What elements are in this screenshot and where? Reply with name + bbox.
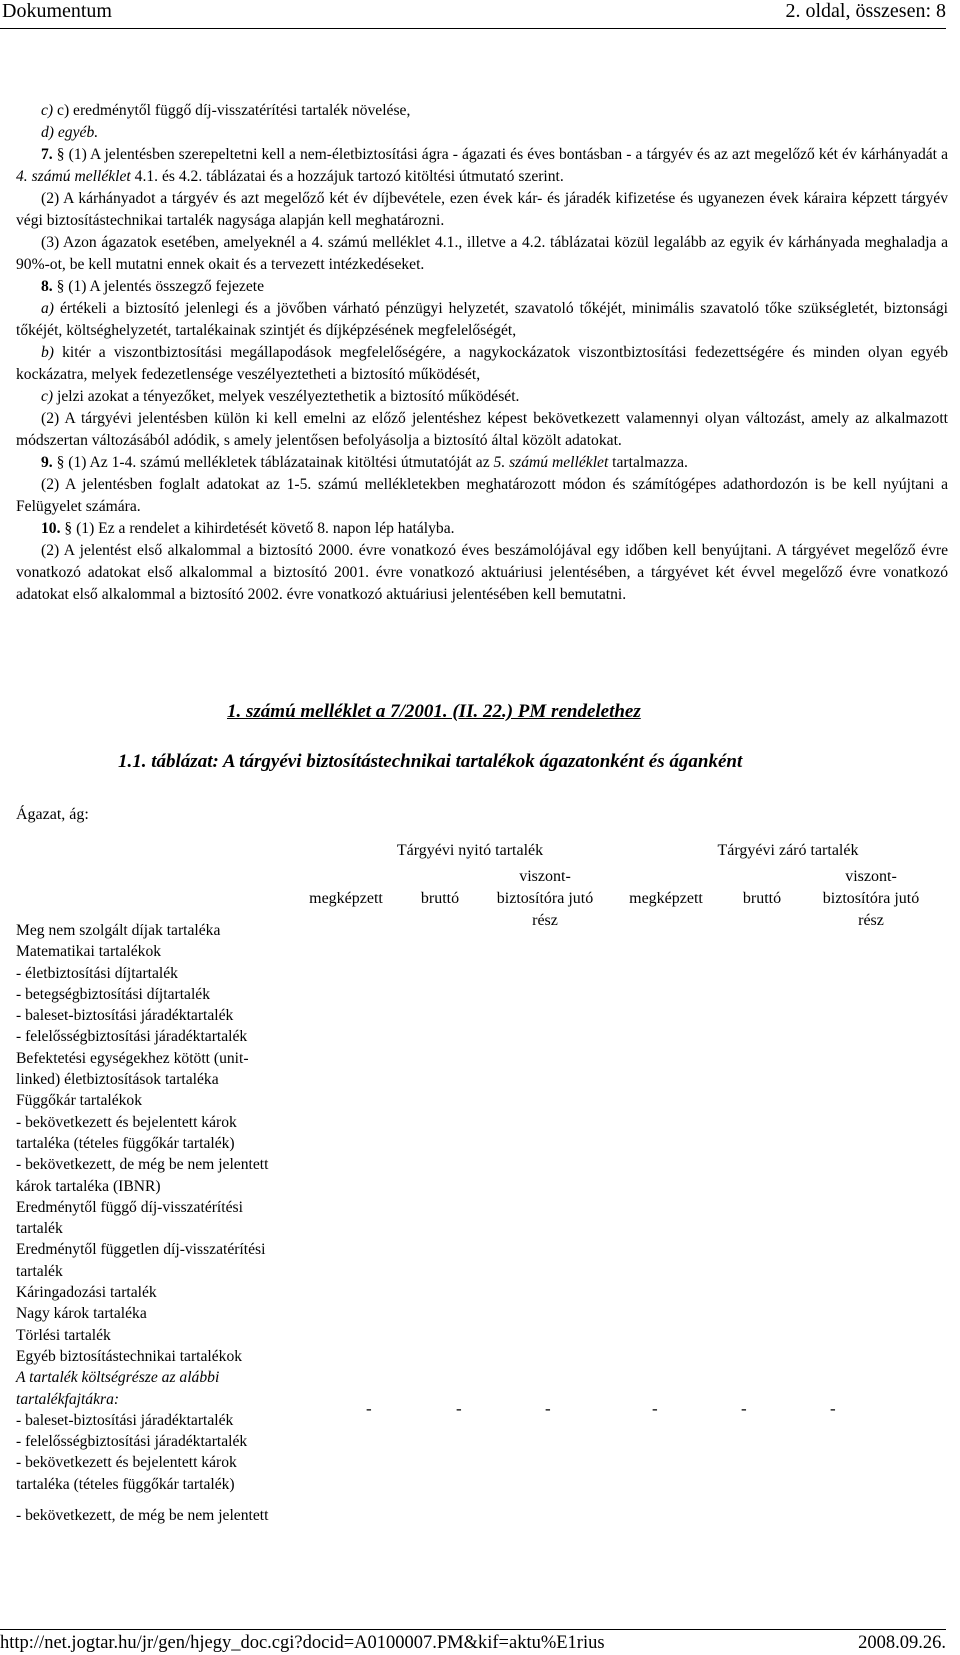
column-text: biztosítóra jutó (496, 890, 594, 907)
table-row: Eredménytől független díj-visszatérítési (16, 1241, 266, 1259)
table-row: - felelősségbiztosítási járadéktartalék (16, 1028, 248, 1046)
paragraph: c) c) eredménytől függő díj-visszatérítési tartalék növelése, (41, 102, 411, 119)
paragraph: (2) A jelentést első alkalommal a biztosító 2000. évre vonatkozó éves beszámolójával egy időben kell benyújtani. A tárgyévet megelőző évre vonatkozó adatokat első alkalommal a biztosító 2001. évre vonatkozó aktuáriusi jelentésében, a tárgyévet két évvel megelőző évre vonatkozó adatokat első alkalommal a biztosító 2002. évre vonatkozó aktuáriusi jelentésében kell bemutatni. (16, 542, 948, 603)
column-text: rész (532, 912, 558, 929)
column-group-opening: Tárgyévi nyitó tartalék (396, 842, 544, 859)
column-formed-opening: megképzett (309, 890, 383, 907)
paragraph (16, 342, 948, 386)
paragraph-text: § (1) A jelentés összegző fejezete (52, 278, 264, 295)
empty-cell-dash: - (456, 1399, 462, 1418)
table-row: tartalék (16, 1220, 63, 1238)
paragraph: (3) Azon ágazatok esetében, amelyeknél a 4. számú melléklet 4.1., illetve a 4.2. táblázatai közül legalább az egyik év kárhányada meghaladja a 90%-ot, be kell mutatni ennek okait és a tervezett intézkedéseket. (16, 234, 948, 273)
item-label: c) (41, 388, 54, 405)
table-row: - baleset-biztosítási járadéktartalék (16, 1007, 234, 1025)
section-number: 7. (41, 146, 53, 163)
paragraph-text: d) egyéb. (41, 124, 99, 141)
paragraph-text: kitér a viszontbiztosítási megállapodások megfelelőségére, a nagykockázatok viszontbiztosítási fedezettségére és minden olyan egyéb kockázatra, melyek fedezetlensége veszélyeztetheti a biztosító működését, (16, 344, 948, 383)
header-divider (0, 28, 946, 29)
section-9 (16, 452, 948, 474)
column-formed-closing: megképzett (629, 890, 703, 907)
column-group-closing: Tárgyévi záró tartalék (717, 842, 859, 859)
print-date: 2008.09.26. (858, 1633, 946, 1653)
table-row: - bekövetkezett, de még be nem jelentett (16, 1156, 269, 1174)
page-header (0, 0, 946, 26)
empty-cell-dash: - (741, 1399, 747, 1418)
footer-divider (0, 1629, 946, 1630)
item-label: a) (41, 300, 54, 317)
table-row: tartalékfajtákra: (16, 1390, 120, 1408)
paragraph-text: § (1) Az 1-4. számú mellékletek táblázatainak kitöltési útmutatóját az (52, 454, 494, 471)
page-counter: 2. oldal, összesen: 8 (785, 0, 946, 22)
paragraph (16, 386, 948, 408)
column-text: rész (858, 912, 884, 929)
table-row: tartaléka (tételes függőkár tartalék) (16, 1475, 235, 1493)
column-text: viszont- (845, 868, 897, 885)
table-row: - bekövetkezett és bejelentett károk (16, 1454, 237, 1472)
empty-cell-dash: - (545, 1399, 551, 1418)
table-row: - életbiztosítási díjtartalék (16, 964, 178, 982)
empty-cell-dash: - (830, 1399, 836, 1418)
table-row: tartalék (16, 1262, 63, 1280)
paragraph-text: c) eredménytől függő díj-visszatérítési tartalék növelése, (57, 102, 411, 119)
table-row-labels (16, 920, 346, 1526)
annex-reference: 4. számú melléklet (16, 168, 131, 185)
table-row: - felelősségbiztosítási járadéktartalék (16, 1433, 248, 1451)
column-text: biztosítóra jutó (822, 890, 920, 907)
table-title: 1.1. táblázat: A tárgyévi biztosítástechnikai tartalékok ágazatonként és áganként (118, 751, 743, 772)
column-text: viszont- (519, 868, 571, 885)
section-number: 8. (41, 278, 53, 295)
column-gross-opening: bruttó (420, 890, 460, 907)
paragraph-text: tartalmazza. (608, 454, 688, 471)
item-label: b) (41, 344, 54, 361)
table-row-spacer (16, 1495, 346, 1505)
paragraph-text: 4.1. és 4.2. táblázatai és a hozzájuk tartozó kitöltési útmutató szerint. (130, 168, 564, 185)
table-row: Matematikai tartalékok (16, 943, 162, 961)
empty-cell-dash: - (652, 1399, 658, 1418)
source-url: http://net.jogtar.hu/jr/gen/hjegy_doc.cgi?docid=A0100007.PM&kif=aktu%E1rius (0, 1633, 605, 1653)
paragraph: (2) A jelentésben foglalt adatokat az 1-5. számú mellékletekben meghatározott módon és számítógépes adathordozón is be kell nyújtani a Felügyelet számára. (16, 476, 948, 515)
section-number: 9. (41, 454, 53, 471)
table-row: Egyéb biztosítástechnikai tartalékok (16, 1347, 243, 1365)
column-ri-share-opening (480, 866, 610, 932)
table-row: károk tartaléka (IBNR) (16, 1177, 161, 1195)
annex-reference: 5. számú melléklet (493, 454, 609, 471)
table-row: Befektetési egységekhez kötött (unit- (16, 1049, 249, 1067)
paragraph: (2) A kárhányadot a tárgyév és azt megelőző két év díjbevétele, ezen évek kár- és járadék kifizetése és ugyanezen évek káraira képzett tárgyév végi biztosítástechnikai tartalék nagysága alapján kell meghatározni. (16, 190, 948, 229)
table-row: - baleset-biztosítási járadéktartalék (16, 1411, 234, 1429)
table-row: Függőkár tartalékok (16, 1092, 143, 1110)
paragraph-text: értékeli a biztosító jelenlegi és a jövőben várható pénzügyi helyzetét, szavatoló tőkéjét, minimális szavatoló tőke szükségletét, biztonsági tőkéjét, költséghelyzetét, tartalékainak szintjét és díjképzésének megfelelőségét, (16, 300, 948, 339)
paragraph-text: § (1) Ez a rendelet a kihirdetését követő 8. napon lép hatályba. (60, 520, 455, 537)
sector-label: Ágazat, ág: (16, 806, 89, 823)
section-8 (16, 276, 948, 298)
table-row: tartaléka (tételes függőkár tartalék) (16, 1134, 235, 1152)
column-ri-share-closing (806, 866, 936, 932)
section-10 (16, 518, 948, 540)
table-row: Meg nem szolgált díjak tartaléka (16, 922, 221, 939)
empty-cell-dash: - (366, 1399, 372, 1418)
table-row: - betegségbiztosítási díjtartalék (16, 985, 210, 1003)
table-row: Eredménytől függő díj-visszatérítési (16, 1198, 243, 1216)
table-row: - bekövetkezett és bejelentett károk (16, 1113, 237, 1131)
annex-title: 1. számú melléklet a 7/2001. (II. 22.) PM rendelethez (227, 701, 641, 722)
paragraph-text: § (1) A jelentésben szerepeltetni kell a nem-életbiztosítási ágra - ágazati és éves bontásban - a tárgyév és az azt megelőző két év kárhányadát a (52, 146, 948, 163)
document-body (16, 100, 948, 606)
table-row: - bekövetkezett, de még be nem jelentett (16, 1507, 269, 1525)
table-row: Törlési tartalék (16, 1326, 111, 1344)
column-gross-closing: bruttó (742, 890, 782, 907)
paragraph-text: jelzi azokat a tényezőket, melyek veszélyeztethetik a biztosító működését. (53, 388, 520, 405)
table-row: A tartalék költségrésze az alábbi (16, 1369, 220, 1387)
paragraph (16, 298, 948, 342)
section-7 (16, 144, 948, 188)
table-row: Káringadozási tartalék (16, 1284, 157, 1302)
document-label: Dokumentum (2, 0, 112, 22)
page-footer (0, 1633, 946, 1655)
section-number: 10. (41, 520, 61, 537)
paragraph (16, 122, 948, 144)
table-row: Nagy károk tartaléka (16, 1305, 147, 1323)
paragraph: (2) A tárgyévi jelentésben külön ki kell emelni az előző jelentéshez képest bekövetkezett valamennyi olyan változást, amely az alkalmazott módszertan változásából adódik, s amely jelentősen befolyásolja a biztosító által közölt adatokat. (16, 410, 948, 449)
table-row: linked) életbiztosítások tartaléka (16, 1071, 219, 1089)
